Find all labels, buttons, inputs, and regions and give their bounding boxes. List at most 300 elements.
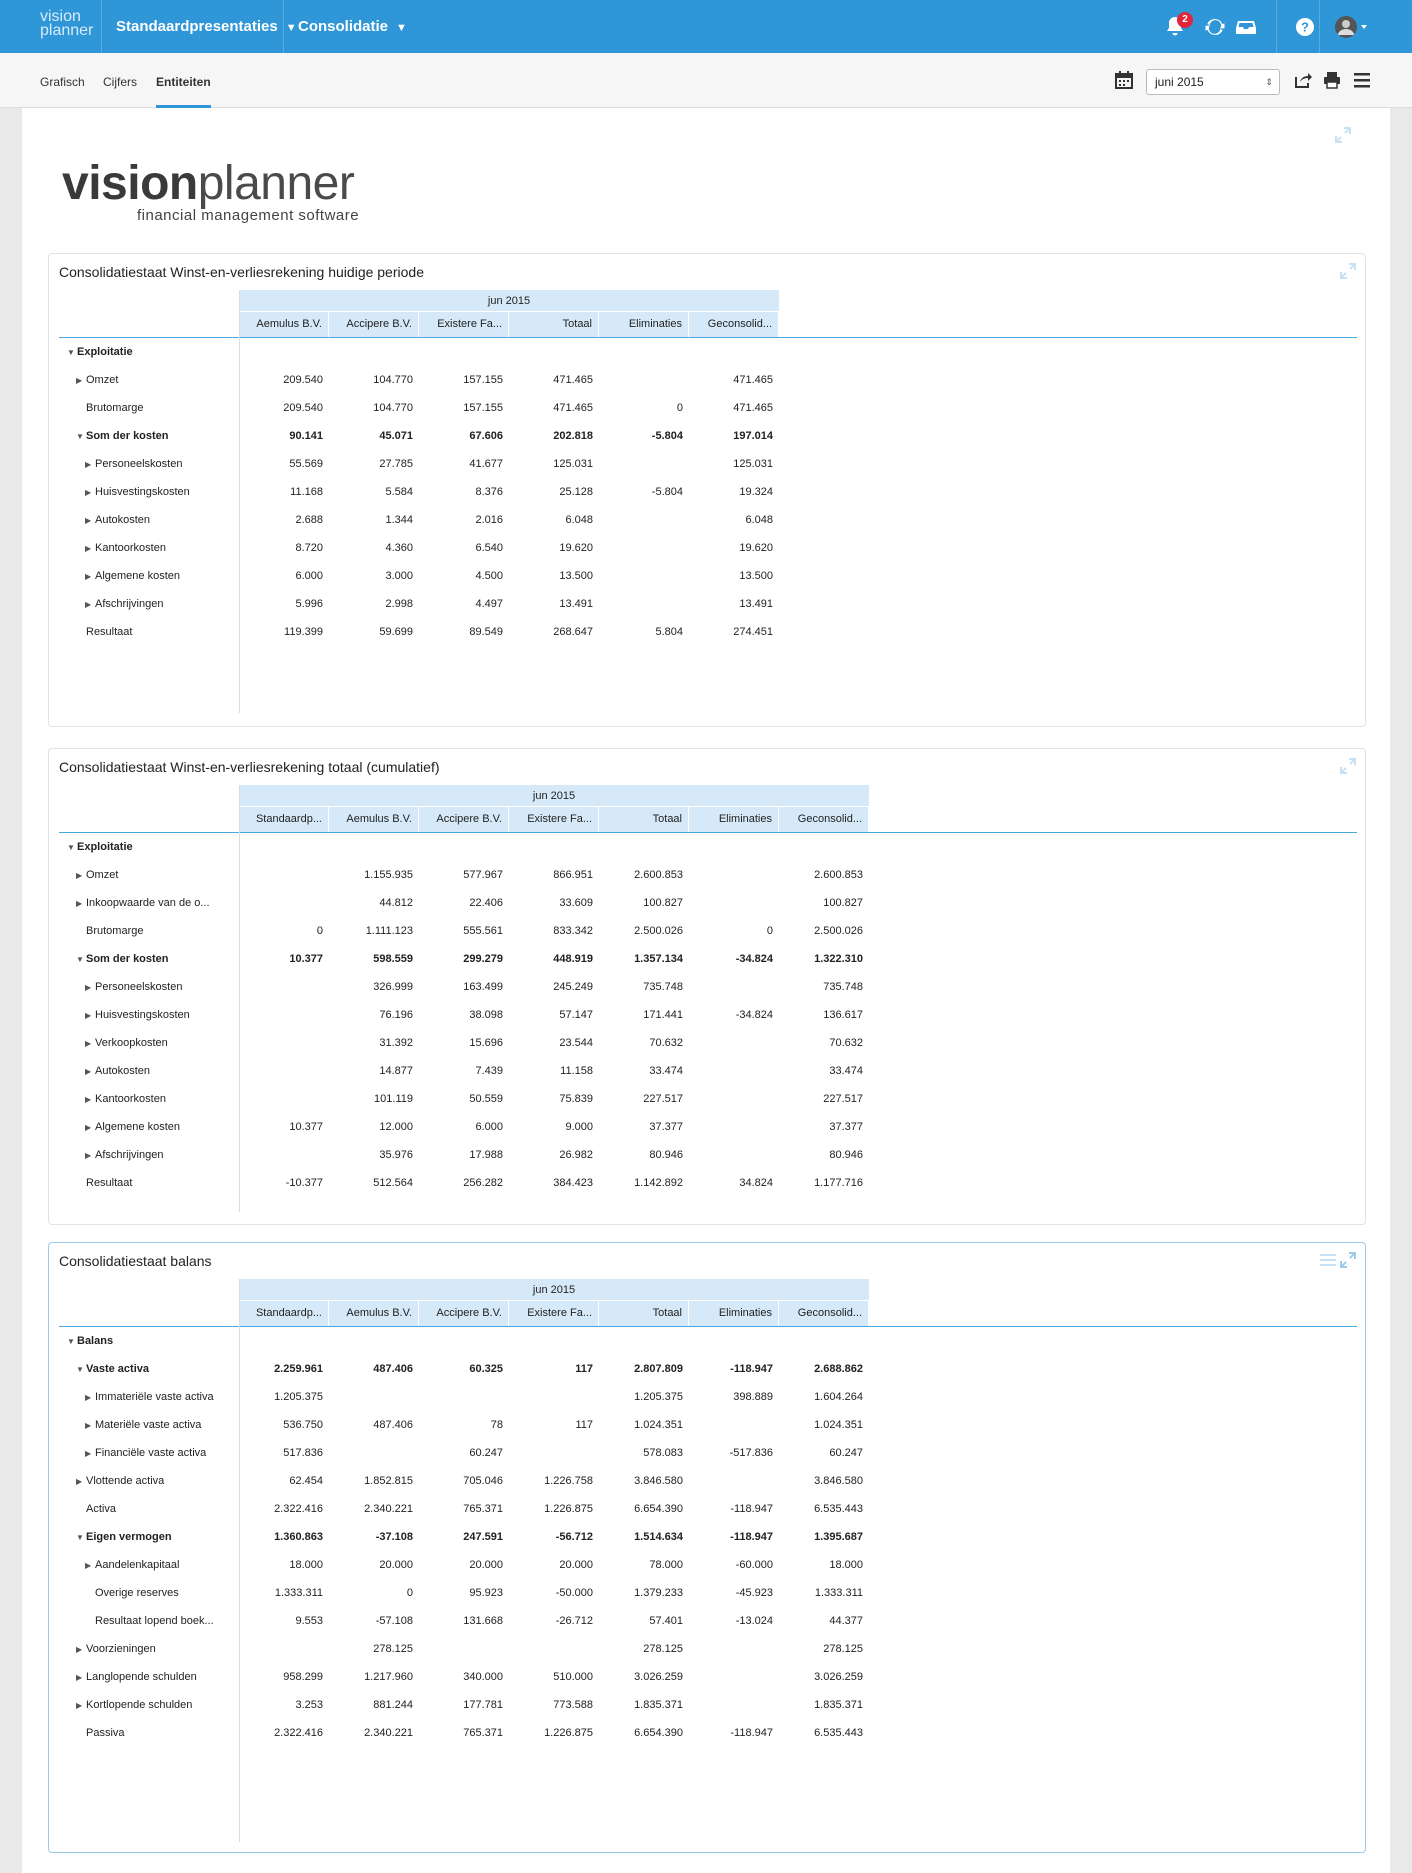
row-label-text: Exploitatie <box>77 841 133 853</box>
row-label-text: Som der kosten <box>86 430 169 442</box>
table-cell: 3.026.259 <box>814 1671 863 1683</box>
table-cell: 6.535.443 <box>814 1727 863 1739</box>
table-cell: 1.379.233 <box>634 1587 683 1599</box>
expand-arrow-icon[interactable]: ▶ <box>85 1095 92 1104</box>
row-label[interactable] <box>59 458 239 470</box>
table-cell: 1.155.935 <box>364 869 413 881</box>
table-cell: 471.465 <box>733 402 773 414</box>
expand-arrow-icon[interactable]: ▶ <box>85 544 92 553</box>
row-label-text: Autokosten <box>95 514 151 526</box>
table-cell: 13.491 <box>559 598 593 610</box>
table-cell: 57.147 <box>559 1009 593 1021</box>
table-cell: 1.604.264 <box>814 1391 863 1403</box>
table-cell: 163.499 <box>463 981 503 993</box>
widget-balans <box>48 1242 1366 1853</box>
row-label[interactable] <box>59 1559 239 1571</box>
expand-arrow-icon[interactable]: ▶ <box>85 1393 92 1402</box>
table-cell: 11.168 <box>290 486 323 498</box>
table-cell: 104.770 <box>373 402 413 414</box>
row-label-text: Algemene kosten <box>95 1121 180 1133</box>
table-row <box>59 338 779 366</box>
table-cell: 278.125 <box>643 1643 683 1655</box>
table-cell: 60.247 <box>469 1447 503 1459</box>
table-cell: 2.500.026 <box>634 925 683 937</box>
expand-arrow-icon[interactable]: ▶ <box>76 1701 83 1710</box>
table-cell: 1.205.375 <box>274 1391 323 1403</box>
table-cell: 2.322.416 <box>274 1727 323 1739</box>
tab-entiteiten[interactable]: Entiteiten <box>156 53 211 108</box>
table-cell: 33.609 <box>559 897 593 909</box>
table-cell: 18.000 <box>829 1559 863 1571</box>
row-label-text: Brutomarge <box>86 925 144 937</box>
column-header[interactable]: Existere Fa... <box>419 312 509 337</box>
expand-icon[interactable] <box>1339 757 1357 775</box>
table-cell: 6.048 <box>745 514 773 526</box>
table-cell: -34.824 <box>735 1009 773 1021</box>
column-header[interactable]: Geconsolid... <box>689 312 779 337</box>
column-header[interactable]: Existere Fa... <box>509 807 599 832</box>
widget-title: Consolidatiestaat Winst-en-verliesrekening huidige periode <box>59 264 424 280</box>
table-cell: 555.561 <box>463 925 503 937</box>
column-header[interactable]: Existere Fa... <box>509 1301 599 1326</box>
row-label[interactable] <box>59 1009 239 1021</box>
table-cell: 1.333.311 <box>274 1587 323 1599</box>
table-cell: 4.500 <box>475 570 503 582</box>
table-row <box>59 1579 869 1607</box>
table-cell: -50.000 <box>555 1587 593 1599</box>
table-cell: 6.048 <box>565 514 593 526</box>
table-cell: 3.846.580 <box>814 1475 863 1487</box>
table-cell: -13.024 <box>735 1615 773 1627</box>
table-cell: 881.244 <box>373 1699 413 1711</box>
collapse-arrow-icon[interactable]: ▼ <box>76 955 84 964</box>
row-label-text: Brutomarge <box>86 402 144 414</box>
table-cell: 2.500.026 <box>814 925 863 937</box>
table-cell: -5.804 <box>651 486 683 498</box>
row-label-text: Vaste activa <box>86 1363 149 1375</box>
table-cell: 117 <box>575 1363 593 1375</box>
table-cell: 2.322.416 <box>274 1503 323 1515</box>
expand-arrow-icon[interactable]: ▶ <box>76 1673 83 1682</box>
table-cell: 76.196 <box>379 1009 413 1021</box>
column-header[interactable]: Standaardp... <box>239 807 329 832</box>
table-row <box>59 1551 869 1579</box>
table-row <box>59 1439 869 1467</box>
row-label[interactable] <box>59 374 239 386</box>
table-cell: 448.919 <box>553 953 593 965</box>
table-cell: 2.688.862 <box>814 1363 863 1375</box>
table-row <box>59 1663 869 1691</box>
expand-arrow-icon[interactable]: ▶ <box>85 1123 92 1132</box>
row-label[interactable] <box>59 542 239 554</box>
row-label[interactable] <box>59 841 239 853</box>
table-cell: 13.500 <box>559 570 593 582</box>
table-row <box>59 1607 869 1635</box>
row-label-text: Financiële vaste activa <box>95 1447 207 1459</box>
table-row <box>59 478 779 506</box>
list-icon[interactable] <box>1319 1251 1337 1269</box>
row-label[interactable] <box>59 1149 239 1161</box>
table-row <box>59 534 779 562</box>
expand-arrow-icon[interactable]: ▶ <box>85 1561 92 1570</box>
table-cell: 6.000 <box>475 1121 503 1133</box>
table-cell: 8.720 <box>295 542 323 554</box>
row-label-text: Eigen vermogen <box>86 1531 172 1543</box>
table-cell: 2.016 <box>475 514 503 526</box>
table-cell: 765.371 <box>463 1727 503 1739</box>
column-header[interactable]: Aemulus B.V. <box>329 1301 419 1326</box>
table-cell: 1.205.375 <box>634 1391 683 1403</box>
expand-arrow-icon[interactable]: ▶ <box>85 1011 92 1020</box>
table-cell: 26.982 <box>559 1149 593 1161</box>
expand-arrow-icon[interactable]: ▶ <box>85 488 92 497</box>
table-cell: 125.031 <box>733 458 773 470</box>
row-label[interactable] <box>59 981 239 993</box>
table-cell: 11.158 <box>560 1065 593 1077</box>
table-cell: -60.000 <box>735 1559 773 1571</box>
expand-arrow-icon[interactable]: ▶ <box>85 1067 92 1076</box>
column-header[interactable]: Totaal <box>599 807 689 832</box>
expand-icon[interactable] <box>1334 126 1352 144</box>
row-label[interactable] <box>59 953 239 965</box>
brand-name-bold: vision <box>62 157 198 210</box>
table-cell: 833.342 <box>553 925 593 937</box>
share-icon[interactable] <box>1294 71 1312 89</box>
table-cell: 55.569 <box>289 458 323 470</box>
table-cell: 1.344 <box>385 514 413 526</box>
row-label-text: Passiva <box>86 1727 125 1739</box>
row-label-text: Personeelskosten <box>95 458 183 470</box>
column-header[interactable]: Standaardp... <box>239 1301 329 1326</box>
table-cell: 6.000 <box>295 570 323 582</box>
table-cell: 13.500 <box>739 570 773 582</box>
table-cell: -26.712 <box>555 1615 593 1627</box>
grid-rows <box>59 1327 869 1747</box>
column-header[interactable]: Totaal <box>509 312 599 337</box>
table-row <box>59 450 779 478</box>
table-cell: 157.155 <box>463 374 503 386</box>
table-cell: 131.668 <box>463 1615 503 1627</box>
row-label-text: Aandelenkapitaal <box>95 1559 180 1571</box>
expand-arrow-icon[interactable]: ▶ <box>85 1039 92 1048</box>
collapse-arrow-icon[interactable]: ▼ <box>67 348 75 357</box>
table-cell: 78 <box>490 1419 503 1431</box>
row-label[interactable] <box>59 430 239 442</box>
table-cell: 197.014 <box>733 430 773 442</box>
table-cell: 14.877 <box>379 1065 413 1077</box>
table-row <box>59 889 869 917</box>
row-label[interactable] <box>59 1037 239 1049</box>
expand-arrow-icon[interactable]: ▶ <box>85 516 92 525</box>
table-cell: 227.517 <box>823 1093 863 1105</box>
divider <box>1276 0 1277 53</box>
table-cell: 27.785 <box>379 458 413 470</box>
expand-icon[interactable] <box>1339 1251 1357 1269</box>
table-row <box>59 833 869 861</box>
column-header[interactable]: Accipere B.V. <box>419 1301 509 1326</box>
table-row <box>59 562 779 590</box>
table-cell: 1.835.371 <box>814 1699 863 1711</box>
table-row <box>59 1327 869 1355</box>
expand-arrow-icon[interactable]: ▶ <box>76 1645 83 1654</box>
table-cell: -118.947 <box>730 1363 773 1375</box>
table-cell: 0 <box>676 402 683 414</box>
table-cell: 866.951 <box>553 869 593 881</box>
table-row <box>59 945 869 973</box>
tab-cijfers[interactable]: Cijfers <box>103 75 138 89</box>
expand-arrow-icon[interactable]: ▶ <box>85 1449 92 1458</box>
table-cell: 1.024.351 <box>814 1419 863 1431</box>
table-cell: -10.377 <box>285 1177 323 1189</box>
period-select[interactable] <box>1146 69 1280 95</box>
expand-arrow-icon[interactable]: ▶ <box>76 376 83 385</box>
collapse-arrow-icon[interactable]: ▼ <box>76 1533 84 1542</box>
row-label-text: Inkoopwaarde van de o... <box>86 897 210 909</box>
collapse-arrow-icon[interactable]: ▼ <box>76 432 84 441</box>
table-row <box>59 590 779 618</box>
row-label-text: Huisvestingskosten <box>95 486 190 498</box>
table-cell: 6.540 <box>475 542 503 554</box>
table-cell: 13.491 <box>739 598 773 610</box>
table-cell: 735.748 <box>823 981 863 993</box>
app-logo[interactable] <box>40 10 110 38</box>
column-header[interactable]: Aemulus B.V. <box>329 807 419 832</box>
table-cell: 209.540 <box>283 402 323 414</box>
row-label[interactable] <box>59 869 239 881</box>
expand-arrow-icon[interactable]: ▶ <box>76 871 83 880</box>
table-cell: 23.544 <box>559 1037 593 1049</box>
user-avatar-icon[interactable] <box>1334 15 1370 39</box>
row-label-text: Balans <box>77 1335 114 1347</box>
row-label[interactable] <box>59 1699 239 1711</box>
table-cell: 38.098 <box>469 1009 503 1021</box>
column-header-row <box>239 1301 869 1326</box>
table-cell: 0 <box>316 925 323 937</box>
table-cell: 256.282 <box>463 1177 503 1189</box>
table-cell: 18.000 <box>289 1559 323 1571</box>
top-navigation-bar <box>0 0 1412 53</box>
collapse-arrow-icon[interactable]: ▼ <box>67 1337 75 1346</box>
table-row <box>59 861 869 889</box>
table-cell: 125.031 <box>553 458 593 470</box>
table-cell: -118.947 <box>730 1727 773 1739</box>
table-cell: 384.423 <box>553 1177 593 1189</box>
table-cell: 19.620 <box>559 542 593 554</box>
table-cell: 227.517 <box>643 1093 683 1105</box>
row-label[interactable] <box>59 598 239 610</box>
row-label <box>59 1615 239 1627</box>
table-cell: -118.947 <box>730 1531 773 1543</box>
table-cell: 5.804 <box>655 626 683 638</box>
table-cell: 0 <box>406 1587 413 1599</box>
table-cell: 4.360 <box>385 542 413 554</box>
table-cell: -37.108 <box>375 1531 413 1543</box>
calendar-icon[interactable] <box>1115 71 1133 89</box>
table-row <box>59 366 779 394</box>
tab-grafisch[interactable]: Grafisch <box>40 75 85 89</box>
column-header[interactable]: Geconsolid... <box>779 1301 869 1326</box>
table-cell: 60.325 <box>469 1363 503 1375</box>
table-cell: 536.750 <box>283 1419 323 1431</box>
table-cell: 44.812 <box>379 897 413 909</box>
table-cell: -517.836 <box>729 1447 773 1459</box>
table-cell: 1.226.875 <box>544 1727 593 1739</box>
table-row <box>59 618 779 646</box>
table-cell: 20.000 <box>379 1559 413 1571</box>
row-label[interactable] <box>59 1643 239 1655</box>
table-cell: 75.839 <box>559 1093 593 1105</box>
row-label[interactable] <box>59 1121 239 1133</box>
row-label[interactable] <box>59 570 239 582</box>
row-label[interactable] <box>59 897 239 909</box>
row-label[interactable] <box>59 1363 239 1375</box>
table-row <box>59 1169 869 1197</box>
column-header[interactable]: Aemulus B.V. <box>239 312 329 337</box>
expand-arrow-icon[interactable]: ▶ <box>85 1151 92 1160</box>
expand-arrow-icon[interactable]: ▶ <box>85 600 92 609</box>
row-label[interactable] <box>59 1335 239 1347</box>
table-row <box>59 394 779 422</box>
table-cell: 299.279 <box>463 953 503 965</box>
period-header: jun 2015 <box>239 785 869 807</box>
column-header[interactable]: Eliminaties <box>599 312 689 337</box>
table-cell: 70.632 <box>649 1037 683 1049</box>
row-label <box>59 1503 239 1515</box>
table-cell: 35.976 <box>379 1149 413 1161</box>
row-label-text: Voorzieningen <box>86 1643 156 1655</box>
row-label[interactable] <box>59 1093 239 1105</box>
column-header[interactable]: Accipere B.V. <box>419 807 509 832</box>
expand-icon[interactable] <box>1339 262 1357 280</box>
menu-icon[interactable] <box>1353 71 1371 89</box>
table-cell: 80.946 <box>829 1149 863 1161</box>
table-cell: 705.046 <box>463 1475 503 1487</box>
nav-consolidatie[interactable] <box>283 0 407 53</box>
row-label <box>59 402 239 414</box>
table-cell: 958.299 <box>283 1671 323 1683</box>
table-cell: 577.967 <box>463 869 503 881</box>
row-label[interactable] <box>59 1447 239 1459</box>
table-cell: 100.827 <box>643 897 683 909</box>
row-label-text: Exploitatie <box>77 346 133 358</box>
row-label-text: Omzet <box>86 869 119 881</box>
table-cell: 20.000 <box>469 1559 503 1571</box>
row-label[interactable] <box>59 1419 239 1431</box>
row-label[interactable] <box>59 1475 239 1487</box>
nav-standaardpresentaties[interactable] <box>101 0 297 53</box>
row-label-text: Materiële vaste activa <box>95 1419 202 1431</box>
help-icon[interactable] <box>1293 15 1317 39</box>
table-cell: 104.770 <box>373 374 413 386</box>
table-cell: 274.451 <box>733 626 773 638</box>
row-label[interactable] <box>59 486 239 498</box>
table-cell: 3.846.580 <box>634 1475 683 1487</box>
column-header[interactable]: Totaal <box>599 1301 689 1326</box>
row-label-text: Overige reserves <box>95 1587 179 1599</box>
column-header[interactable]: Geconsolid... <box>779 807 869 832</box>
table-cell: 512.564 <box>373 1177 413 1189</box>
table-cell: 9.553 <box>295 1615 323 1627</box>
table-cell: 17.988 <box>469 1149 503 1161</box>
table-cell: 119.399 <box>284 626 323 638</box>
table-cell: 1.226.875 <box>544 1503 593 1515</box>
table-cell: 2.600.853 <box>634 869 683 881</box>
collapse-arrow-icon[interactable]: ▼ <box>67 843 75 852</box>
row-label[interactable] <box>59 514 239 526</box>
table-cell: 578.083 <box>643 1447 683 1459</box>
table-cell: 67.606 <box>469 430 503 442</box>
expand-arrow-icon[interactable]: ▶ <box>85 983 92 992</box>
table-cell: 100.827 <box>823 897 863 909</box>
table-cell: 62.454 <box>289 1475 323 1487</box>
table-cell: -5.804 <box>651 430 683 442</box>
table-cell: 7.439 <box>475 1065 503 1077</box>
column-header[interactable]: Eliminaties <box>689 1301 779 1326</box>
row-label[interactable] <box>59 1391 239 1403</box>
table-cell: 6.654.390 <box>634 1503 683 1515</box>
table-cell: 59.699 <box>379 626 413 638</box>
table-row <box>59 917 869 945</box>
table-cell: 471.465 <box>553 402 593 414</box>
expand-arrow-icon[interactable]: ▶ <box>76 1477 83 1486</box>
row-label-text: Activa <box>86 1503 116 1515</box>
table-cell: 95.923 <box>469 1587 503 1599</box>
row-label[interactable] <box>59 346 239 358</box>
table-cell: 25.128 <box>559 486 593 498</box>
table-cell: 41.677 <box>469 458 503 470</box>
table-cell: 517.836 <box>283 1447 323 1459</box>
collapse-arrow-icon[interactable]: ▼ <box>76 1365 84 1374</box>
expand-arrow-icon[interactable]: ▶ <box>85 460 92 469</box>
table-row <box>59 973 869 1001</box>
column-header[interactable]: Eliminaties <box>689 807 779 832</box>
chevron-down-icon: ▼ <box>285 22 297 34</box>
refresh-icon[interactable] <box>1203 15 1227 39</box>
table-row <box>59 1355 869 1383</box>
print-icon[interactable] <box>1323 71 1341 89</box>
row-label <box>59 925 239 937</box>
expand-arrow-icon[interactable]: ▶ <box>76 899 83 908</box>
widget-wv-huidige-periode <box>48 253 1366 727</box>
table-cell: 1.177.716 <box>814 1177 863 1189</box>
row-label[interactable] <box>59 1531 239 1543</box>
table-cell: 2.259.961 <box>274 1363 323 1375</box>
row-label-text: Resultaat <box>86 626 133 638</box>
app-logo-line2: planner <box>40 22 94 39</box>
row-label <box>59 1587 239 1599</box>
expand-arrow-icon[interactable]: ▶ <box>85 1421 92 1430</box>
column-header[interactable]: Accipere B.V. <box>329 312 419 337</box>
table-cell: 245.249 <box>553 981 593 993</box>
table-row <box>59 1467 869 1495</box>
table-cell: 33.474 <box>649 1065 683 1077</box>
table-cell: 19.620 <box>739 542 773 554</box>
row-label-text: Algemene kosten <box>95 570 180 582</box>
divider <box>1319 0 1320 53</box>
table-cell: 101.119 <box>374 1093 413 1105</box>
row-label[interactable] <box>59 1065 239 1077</box>
table-cell: 157.155 <box>463 402 503 414</box>
row-label[interactable] <box>59 1671 239 1683</box>
inbox-icon[interactable] <box>1234 15 1258 39</box>
table-row <box>59 1113 869 1141</box>
period-header: jun 2015 <box>239 1279 869 1301</box>
expand-arrow-icon[interactable]: ▶ <box>85 572 92 581</box>
table-cell: 50.559 <box>469 1093 503 1105</box>
row-label-text: Kantoorkosten <box>95 542 166 554</box>
table-cell: 487.406 <box>373 1419 413 1431</box>
table-cell: 70.632 <box>829 1037 863 1049</box>
